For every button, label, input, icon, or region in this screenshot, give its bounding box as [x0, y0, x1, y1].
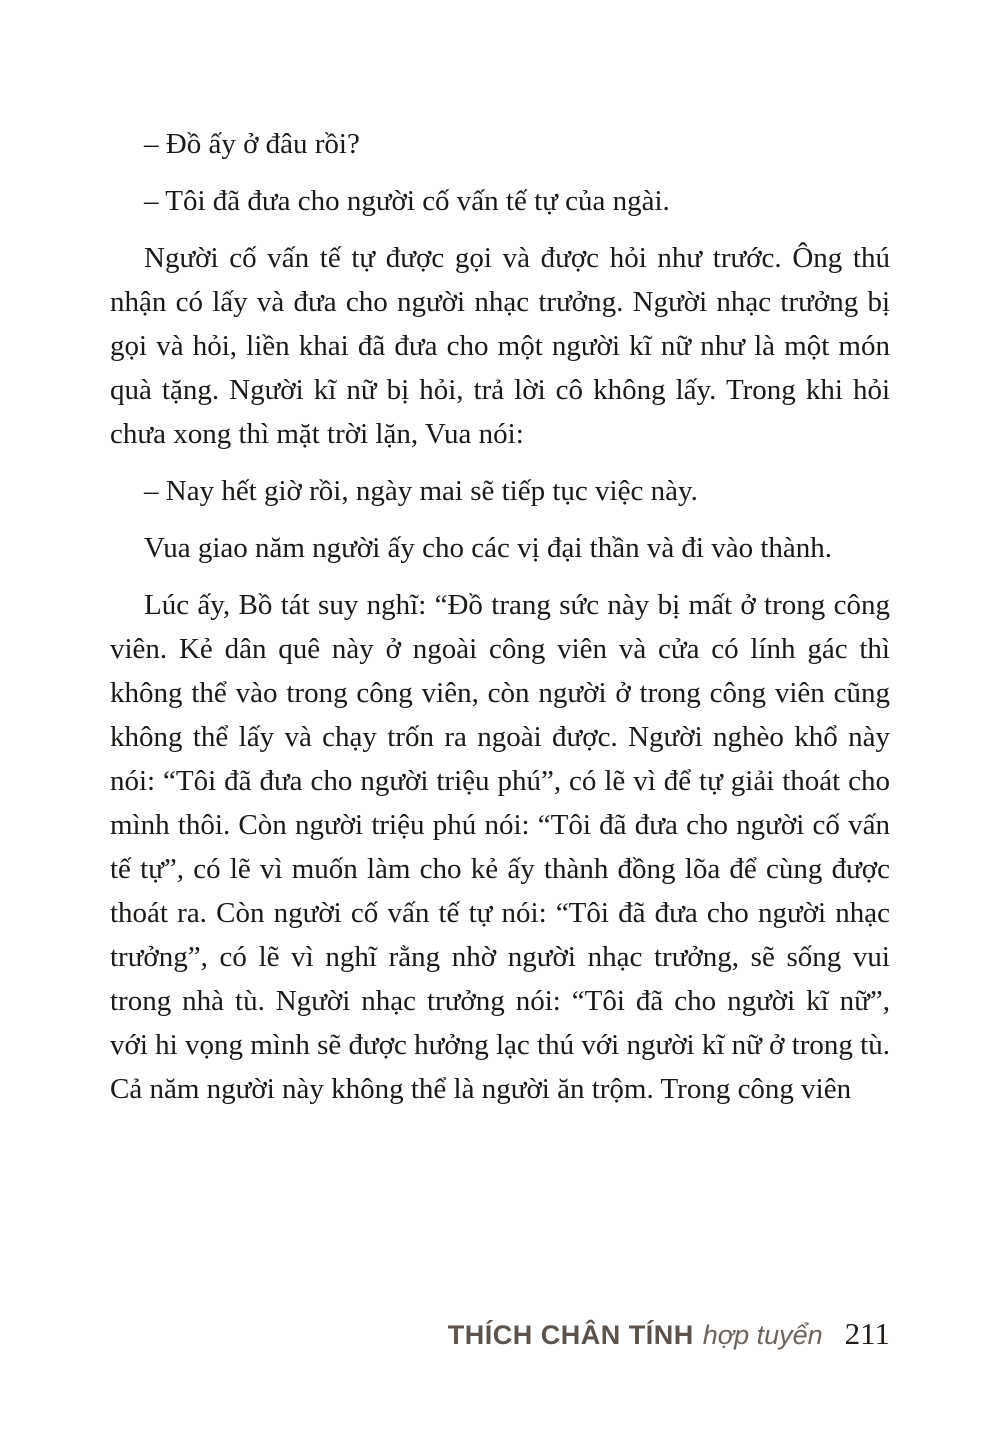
footer-author-name: THÍCH CHÂN TÍNH — [447, 1320, 694, 1350]
footer-series-title: hợp tuyển — [702, 1320, 823, 1350]
page-footer — [448, 1316, 890, 1352]
paragraph-bodhisattva-reasoning: Lúc ấy, Bồ tát suy nghĩ: “Đồ trang sức này bị mất ở trong công viên. Kẻ dân quê này ở ngoài công viên và cửa có lính gác thì không thể vào trong công viên, còn người ở trong công viên cũng không thể lấy và chạy trốn ra ngoài được. Người nghèo khổ này nói: “Tôi đã đưa cho người triệu phú”, có lẽ vì để tự giải thoát cho mình thôi. Còn người triệu phú nói: “Tôi đã đưa cho người cố vấn tế tự”, có lẽ vì muốn làm cho kẻ ấy thành đồng lõa để cùng được thoát ra. Còn người cố vấn tế tự nói: “Tôi đã đưa cho người nhạc trưởng”, có lẽ vì nghĩ rằng nhờ người nhạc trưởng, sẽ sống vui trong nhà tù. Người nhạc trưởng nói: “Tôi đã cho người kĩ nữ”, với hi vọng mình sẽ được hưởng lạc thú với người kĩ nữ ở trong tù. Cả năm người này không thể là người ăn trộm. Trong công viên — [110, 589, 890, 1105]
page-body-text — [110, 122, 890, 1124]
paragraph-king-decision: Vua giao năm người ấy cho các vị đại thần và đi vào thành. — [144, 532, 833, 564]
dialogue-line-3: – Nay hết giờ rồi, ngày mai sẽ tiếp tục việc này. — [144, 475, 698, 507]
dialogue-line-2: – Tôi đã đưa cho người cố vấn tế tự của ngài. — [144, 185, 670, 217]
dialogue-line-1: – Đồ ấy ở đâu rồi? — [144, 128, 360, 160]
page-number: 211 — [844, 1316, 890, 1351]
paragraph-interrogation: Người cố vấn tế tự được gọi và được hỏi như trước. Ông thú nhận có lấy và đưa cho người nhạc trưởng. Người nhạc trưởng bị gọi và hỏi, liền khai đã đưa cho một người kĩ nữ như là một món quà tặng. Người kĩ nữ bị hỏi, trả lời cô không lấy. Trong khi hỏi chưa xong thì mặt trời lặn, Vua nói: — [110, 242, 890, 450]
